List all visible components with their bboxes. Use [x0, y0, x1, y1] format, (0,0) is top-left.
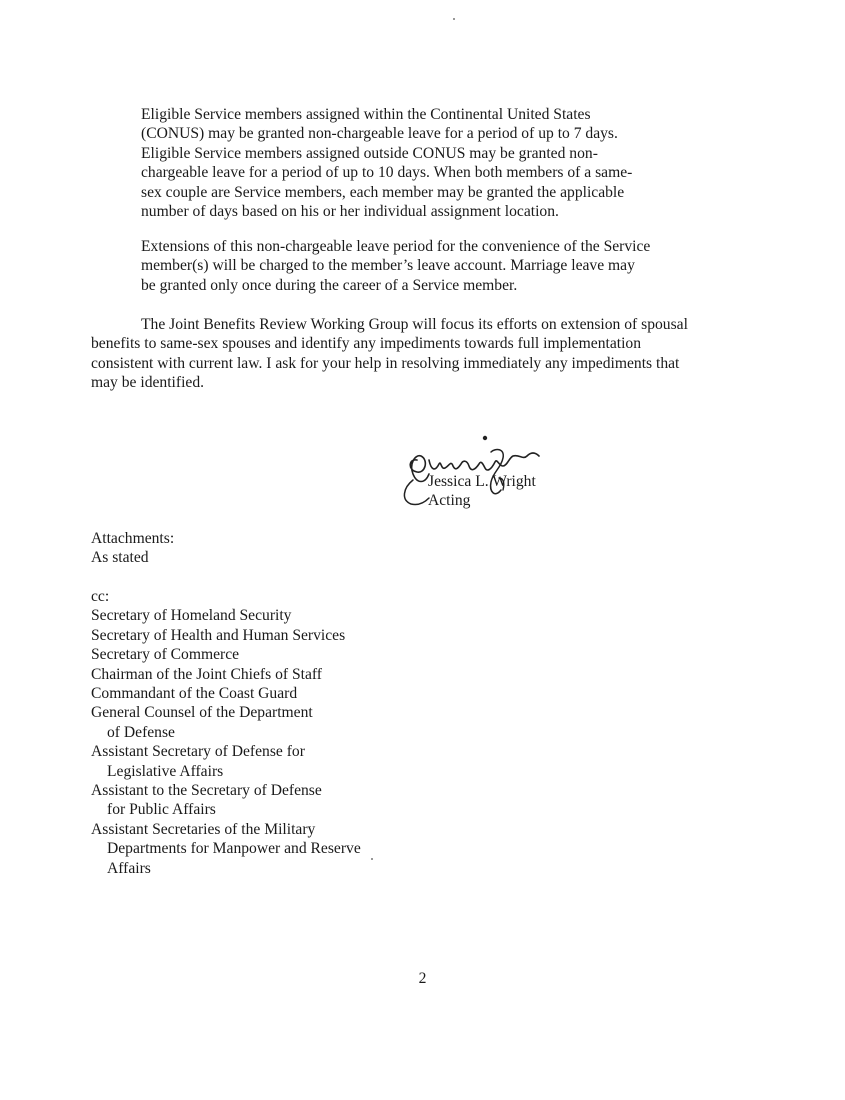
- cc-recipient-continuation: Affairs: [107, 859, 151, 877]
- text-line: member(s) will be charged to the member’s leave account. Marriage leave may: [141, 257, 635, 275]
- cc-recipient: Secretary of Commerce: [91, 646, 240, 664]
- text-line: benefits to same-sex spouses and identify any impediments towards full implementation: [91, 335, 641, 353]
- signatory-name: Jessica L. Wright: [428, 473, 536, 490]
- scan-speck: [453, 18, 455, 20]
- cc-recipient: Secretary of Health and Human Services: [91, 626, 346, 644]
- attachments-heading: Attachments:: [91, 530, 175, 547]
- paragraph-marriage-leave: [141, 105, 632, 221]
- text-line: Eligible Service members assigned outside CONUS may be granted non-: [141, 144, 598, 162]
- text-line: may be identified.: [91, 374, 205, 392]
- text-line: Eligible Service members assigned within the Continental United States: [141, 106, 591, 123]
- cc-recipient-continuation: Legislative Affairs: [107, 762, 224, 780]
- cc-recipient-continuation: for Public Affairs: [107, 801, 216, 819]
- cc-recipient-continuation: Departments for Manpower and Reserve: [107, 840, 361, 858]
- signatory-title: Acting: [428, 492, 471, 509]
- text-line: The Joint Benefits Review Working Group will focus its efforts on extension of spousal: [141, 316, 688, 333]
- cc-recipient: Chairman of the Joint Chiefs of Staff: [91, 665, 322, 683]
- paragraph-extensions: [141, 237, 650, 295]
- cc-recipient-continuation: of Defense: [107, 723, 175, 741]
- cc-section: [91, 587, 361, 878]
- signature-block: [395, 430, 565, 520]
- cc-recipient: Secretary of Homeland Security: [91, 607, 292, 625]
- text-line: chargeable leave for a period of up to 10 days. When both members of a same-: [141, 164, 633, 182]
- cc-recipient: General Counsel of the Department: [91, 704, 313, 722]
- text-line: consistent with current law. I ask for your help in resolving immediately any impediments that: [91, 354, 680, 372]
- text-line: Extensions of this non-chargeable leave period for the convenience of the Service: [141, 238, 651, 255]
- text-line: number of days based on his or her individual assignment location.: [141, 203, 559, 221]
- attachments-value: As stated: [91, 549, 149, 567]
- text-line: sex couple are Service members, each member may be granted the applicable: [141, 183, 625, 201]
- text-line: be granted only once during the career of a Service member.: [141, 276, 518, 294]
- cc-recipient: Commandant of the Coast Guard: [91, 685, 298, 703]
- cc-heading: cc:: [91, 588, 110, 605]
- attachments-section: [91, 529, 174, 568]
- cc-recipient: Assistant Secretary of Defense for: [91, 743, 305, 761]
- scan-speck: [371, 858, 373, 860]
- paragraph-working-group: [91, 315, 688, 393]
- page-number: 2: [418, 970, 427, 987]
- cc-recipient: Assistant to the Secretary of Defense: [91, 782, 322, 800]
- text-line: (CONUS) may be granted non-chargeable leave for a period of up to 7 days.: [141, 125, 618, 143]
- cc-recipient: Assistant Secretaries of the Military: [91, 820, 316, 838]
